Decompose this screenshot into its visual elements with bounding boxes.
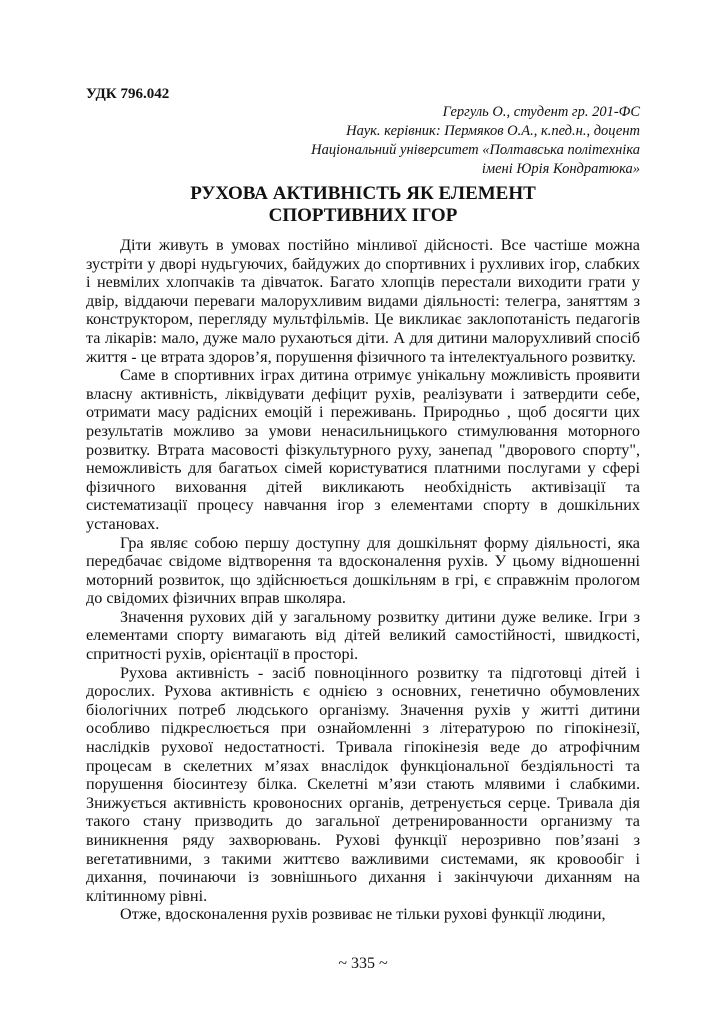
university-line-2: імені Юрія Кондратюка» bbox=[481, 161, 640, 177]
paragraph: Рухова активність - засіб повноцінного розвитку та підготовці дітей і дорослих. Рухова активність є однією з основних, генетично обумовлених біологічних потреб людського організму. Значення рухів у житті дитини особливо підкреслюється при ознайомленні з літературою по гіпокінезії, наслідків рухової недостатності. Тривала гіпокінезія веде до атрофічним процесам в скелетних м’язах внаслідок функціональної бездіяльності та порушення біосинтезу білка. Скелетні м’язи стають млявими і слабкими. Знижується активність кровоносних органів, детренується серце. Тривала дія такого стану призводить до загальної детренированности организму та виникнення ряду захворювань. Рухові функції нерозривно пов’язані з вегетативними, з такими життєво важливими системами, як кровообіг і дихання, починаючи із зовнішнього дихання і закінчуючи диханням на клітинному рівні. bbox=[86, 663, 640, 905]
paragraph: Саме в спортивних іграх дитина отримує унікальну можливість проявити власну активність, ліквідувати дефіцит рухів, реалізувати і затвердити себе, отримати масу радісних емоцій і переживань. Природньо , щоб досягти цих результатів можливо за умови ненасильницького стимулювання моторного розвитку. Втрата масовості фізкультурного руху, занепад "дворового спорту", неможливість для багатьох сімей користуватися платними послугами у сфері фізичного виховання дітей викликають необхідність активізації та систематизації процесу навчання ігор з елементами спорту в дошкільних установах. bbox=[86, 366, 640, 533]
udk-code: УДК 796.042 bbox=[86, 86, 170, 102]
paragraph: Гра являє собою першу доступну для дошкільнят форму діяльності, яка передбачає свідоме відтворення та вдосконалення рухів. У цьому відношенні моторний розвиток, що здійснюється дошкільням в грі, є справжнім прологом до свідомих фізичних вправ школяра. bbox=[86, 533, 640, 608]
title-line-1: РУХОВА АКТИВНІСТЬ ЯК ЕЛЕМЕНТ bbox=[190, 183, 536, 204]
paragraph: Діти живуть в умовах постійно мінливої дійсності. Все частіше можна зустріти у дворі нудьгуючих, байдужих до спортивних і рухливих ігор, слабких і невмілих хлопчаків та дівчаток. Багато хлопців перестали виходити грати у двір, віддаючи переваги малорухливим видами діяльності: телегра, заняттям з конструктором, перегляду мультфільмів. Це викликає заклопотаність педагогів та лікарів: мало, дуже мало рухаються діти. А для дитини малорухливий спосіб життя - це втрата здоров’я, порушення фізичного та інтелектуального розвитку. bbox=[86, 236, 640, 366]
paragraph: Отже, вдосконалення рухів розвиває не тільки рухові функції людини, bbox=[120, 905, 606, 924]
page-number: ~ 335 ~ bbox=[338, 955, 388, 972]
university-line: Національний університет «Полтавська політехніка bbox=[311, 142, 640, 158]
article-body bbox=[86, 236, 640, 924]
paragraph: Значення рухових дій у загальному розвитку дитини дуже велике. Ігри з елементами спорту вимагають від дітей великий самостійності, швидкості, спритності рухів, орієнтації в просторі. bbox=[86, 607, 640, 664]
author-block bbox=[311, 103, 640, 179]
author-line: Гергуль О., студент гр. 201-ФС bbox=[442, 104, 640, 120]
title-line-2: СПОРТИВНИХ ІГОР bbox=[268, 205, 458, 226]
article-title bbox=[86, 183, 640, 227]
supervisor-line: Наук. керівник: Пермяков О.А., к.пед.н., доцент bbox=[346, 123, 640, 139]
